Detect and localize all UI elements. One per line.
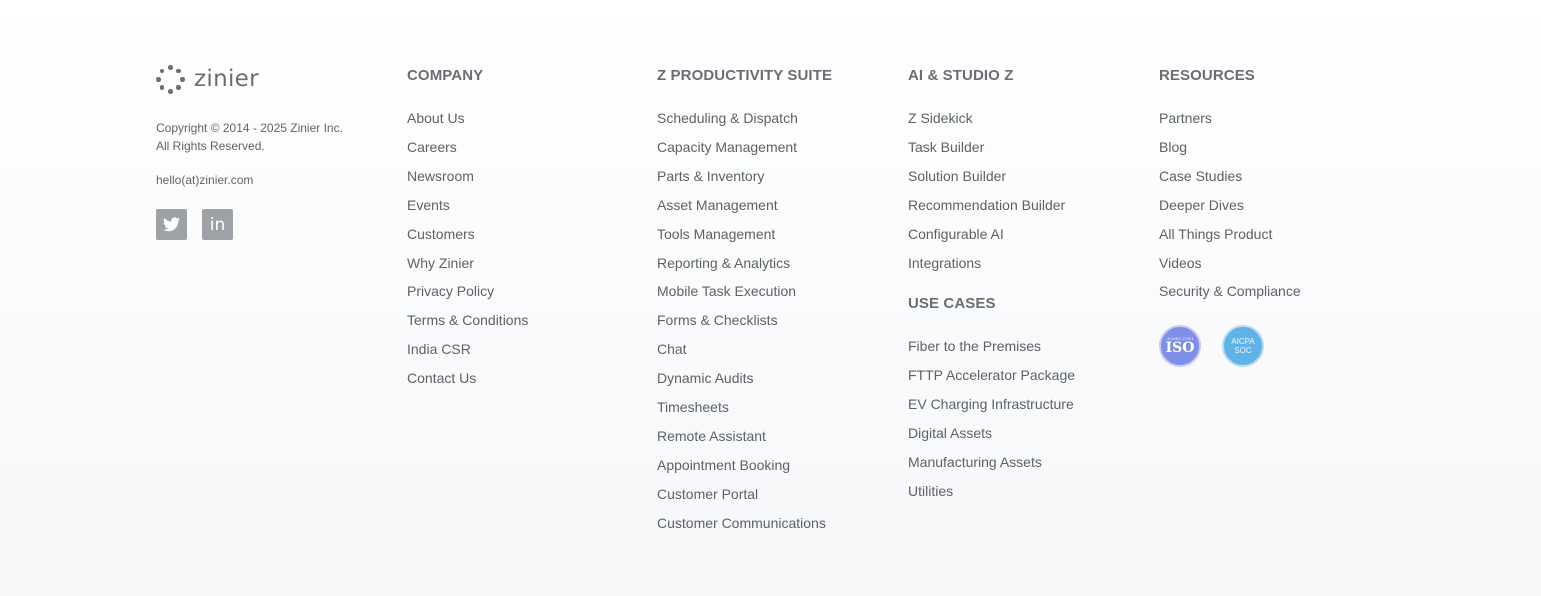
ai-studio-heading: AI & STUDIO Z: [908, 67, 1014, 84]
company-link[interactable]: About Us: [407, 110, 465, 126]
twitter-button[interactable]: [156, 209, 187, 240]
company-link[interactable]: Contact Us: [407, 370, 477, 387]
resource-link[interactable]: Case Studies: [1159, 167, 1243, 184]
ai-studio-links: [908, 104, 1075, 277]
company-link[interactable]: Newsroom: [407, 167, 474, 184]
ai-studio-link[interactable]: Configurable AI: [908, 225, 1004, 242]
productivity-heading: Z PRODUCTIVITY SUITE: [657, 67, 833, 84]
footer-column-ai-studio: [908, 67, 1075, 506]
productivity-link[interactable]: Dynamic Audits: [657, 370, 754, 387]
logo-dot: [176, 85, 181, 90]
ai-studio-link[interactable]: Solution Builder: [908, 167, 1007, 184]
resource-link[interactable]: Deeper Dives: [1159, 196, 1244, 213]
company-link[interactable]: India CSR: [407, 341, 471, 358]
productivity-link[interactable]: Customer Portal: [657, 485, 759, 502]
use-cases-heading: USE CASES: [908, 295, 996, 313]
copyright: [156, 119, 386, 155]
resource-link[interactable]: Security & Compliance: [1159, 283, 1301, 300]
resource-link[interactable]: Videos: [1159, 254, 1202, 271]
zinier-logo[interactable]: [156, 62, 386, 96]
social-links: [156, 209, 386, 240]
company-link[interactable]: Careers: [407, 138, 457, 155]
use-case-link[interactable]: FTTP Accelerator Package: [908, 367, 1076, 384]
use-case-link[interactable]: Manufacturing Assets: [908, 454, 1042, 471]
productivity-link[interactable]: Parts & Inventory: [657, 167, 765, 184]
company-link[interactable]: Privacy Policy: [407, 283, 495, 300]
resource-link[interactable]: Partners: [1159, 110, 1212, 126]
productivity-link[interactable]: Scheduling & Dispatch: [657, 110, 798, 126]
footer-column-company: [407, 67, 528, 393]
twitter-icon: [163, 217, 180, 232]
resource-link[interactable]: All Things Product: [1159, 225, 1273, 242]
productivity-link[interactable]: Remote Assistant: [657, 427, 766, 444]
resources-links: [1159, 104, 1301, 306]
logo-wordmark: zinier: [194, 66, 259, 92]
ai-studio-link[interactable]: Recommendation Builder: [908, 196, 1066, 213]
logo-dot: [168, 65, 173, 70]
company-link[interactable]: Terms & Conditions: [407, 312, 529, 329]
productivity-link[interactable]: Tools Management: [657, 225, 776, 242]
logo-dot: [160, 69, 165, 74]
company-link[interactable]: Why Zinier: [407, 254, 474, 271]
iso-badge[interactable]: [1159, 325, 1201, 367]
productivity-link[interactable]: Capacity Management: [657, 138, 798, 155]
resource-link[interactable]: Blog: [1159, 138, 1188, 155]
soc-badge-top-text: AICPA: [1231, 337, 1255, 347]
footer-column-resources: [1159, 67, 1301, 367]
contact-email[interactable]: hello(at)zinier.com: [156, 173, 254, 187]
logo-dot: [176, 69, 181, 74]
productivity-link[interactable]: Customer Communications: [657, 514, 826, 531]
certification-badges: [1159, 325, 1301, 367]
productivity-links: [657, 104, 832, 538]
use-case-link[interactable]: Utilities: [908, 482, 954, 499]
company-heading: COMPANY: [407, 67, 484, 84]
logo-dot: [160, 85, 165, 90]
use-case-link[interactable]: EV Charging Infrastructure: [908, 396, 1074, 413]
footer-column-productivity-suite: [657, 67, 832, 538]
productivity-link[interactable]: Asset Management: [657, 196, 778, 213]
ai-studio-link[interactable]: Task Builder: [908, 138, 985, 155]
productivity-link[interactable]: Reporting & Analytics: [657, 254, 791, 271]
rights-line: All Rights Reserved.: [156, 139, 265, 153]
productivity-link[interactable]: Chat: [657, 341, 687, 358]
linkedin-icon: in: [209, 214, 226, 235]
company-link[interactable]: Customers: [407, 225, 475, 242]
company-link[interactable]: Events: [407, 196, 450, 213]
copyright-line: Copyright © 2014 - 2025 Zinier Inc.: [156, 121, 343, 135]
productivity-link[interactable]: Forms & Checklists: [657, 312, 778, 329]
iso-badge-text: ISO: [1165, 340, 1195, 357]
use-case-link[interactable]: Fiber to the Premises: [908, 338, 1042, 355]
ai-studio-link[interactable]: Integrations: [908, 254, 982, 271]
productivity-link[interactable]: Appointment Booking: [657, 456, 791, 473]
productivity-link[interactable]: Mobile Task Execution: [657, 283, 797, 300]
company-links: [407, 104, 528, 393]
use-case-link[interactable]: Digital Assets: [908, 425, 993, 442]
zinier-logo-icon: [156, 63, 188, 95]
soc-badge-text: SOC: [1234, 346, 1252, 356]
linkedin-button[interactable]: [202, 209, 233, 240]
iso-badge-top-text: ISO/IEC 27001: [1166, 336, 1194, 342]
ai-studio-link[interactable]: Z Sidekick: [908, 110, 973, 126]
footer-brand: [156, 62, 386, 240]
logo-dot: [168, 89, 173, 94]
logo-dot: [180, 77, 185, 82]
use-cases-links: [908, 332, 1075, 505]
use-cases-section: [908, 295, 1075, 505]
productivity-link[interactable]: Timesheets: [657, 399, 729, 416]
soc-badge[interactable]: [1222, 325, 1264, 367]
resources-heading: RESOURCES: [1159, 67, 1255, 84]
logo-dot: [156, 77, 161, 82]
